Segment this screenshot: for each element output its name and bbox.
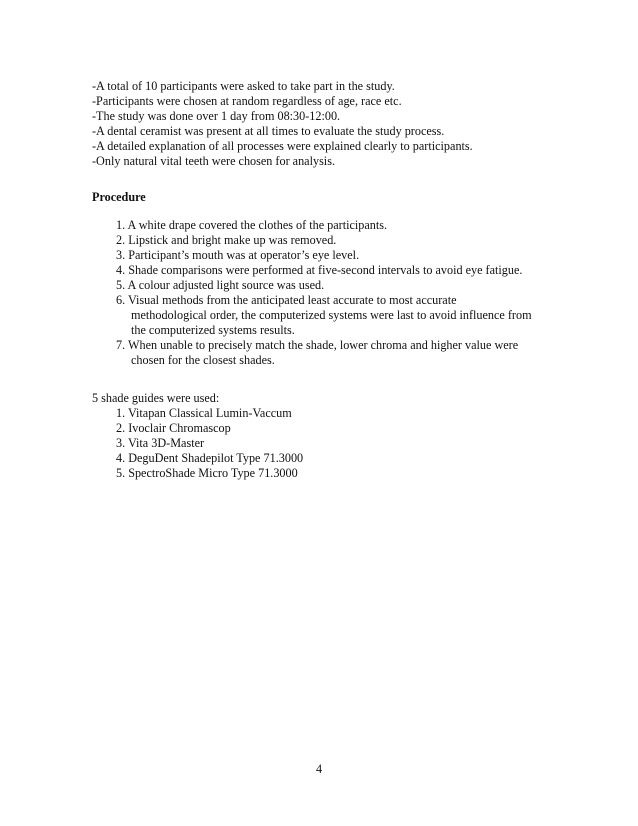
intro-list [92,79,572,169]
procedure-heading: Procedure [92,190,146,204]
procedure-item [116,278,586,293]
shade-guide-item: 5. SpectroShade Micro Type 71.3000 [116,466,298,480]
intro-line: -Participants were chosen at random regardless of age, race etc. [92,94,402,108]
procedure-item-continuation: chosen for the closest shades. [131,353,275,367]
shade-guides-list [116,406,303,481]
procedure-item-text: 3. Participant’s mouth was at operator’s eye level. [116,248,360,262]
procedure-item [116,338,586,368]
intro-line: -The study was done over 1 day from 08:30-12:00. [92,109,341,123]
shade-guide-item: 2. Ivoclair Chromascop [116,421,231,435]
procedure-item [116,293,586,338]
procedure-item [116,248,586,263]
procedure-item-text: 4. Shade comparisons were performed at five-second intervals to avoid eye fatigue. [116,263,523,277]
procedure-item-text: 1. A white drape covered the clothes of the participants. [116,218,388,232]
intro-line: -A total of 10 participants were asked to take part in the study. [92,79,395,93]
procedure-item-text: 7. When unable to precisely match the shade, lower chroma and higher value were [116,338,519,352]
procedure-item-text: 5. A colour adjusted light source was used. [116,278,325,292]
page-number: 4 [315,762,323,776]
procedure-item-text: 2. Lipstick and bright make up was removed. [116,233,337,247]
procedure-item-continuation: the computerized systems results. [131,323,295,337]
intro-line: -Only natural vital teeth were chosen for analysis. [92,154,335,168]
procedure-item [116,263,586,278]
procedure-item-continuation: methodological order, the computerized systems were last to avoid influence from [131,308,532,322]
intro-line: -A dental ceramist was present at all times to evaluate the study process. [92,124,445,138]
procedure-item-text: 6. Visual methods from the anticipated least accurate to most accurate [116,293,457,307]
procedure-item [116,233,586,248]
procedure-item [116,218,586,233]
procedure-list [116,218,586,368]
shade-guide-item: 1. Vitapan Classical Lumin-Vaccum [116,406,292,420]
shade-guide-item: 4. DeguDent Shadepilot Type 71.3000 [116,451,304,465]
intro-line: -A detailed explanation of all processes were explained clearly to participants. [92,139,473,153]
shade-guides-title: 5 shade guides were used: [92,391,220,405]
shade-guide-item: 3. Vita 3D-Master [116,436,205,450]
